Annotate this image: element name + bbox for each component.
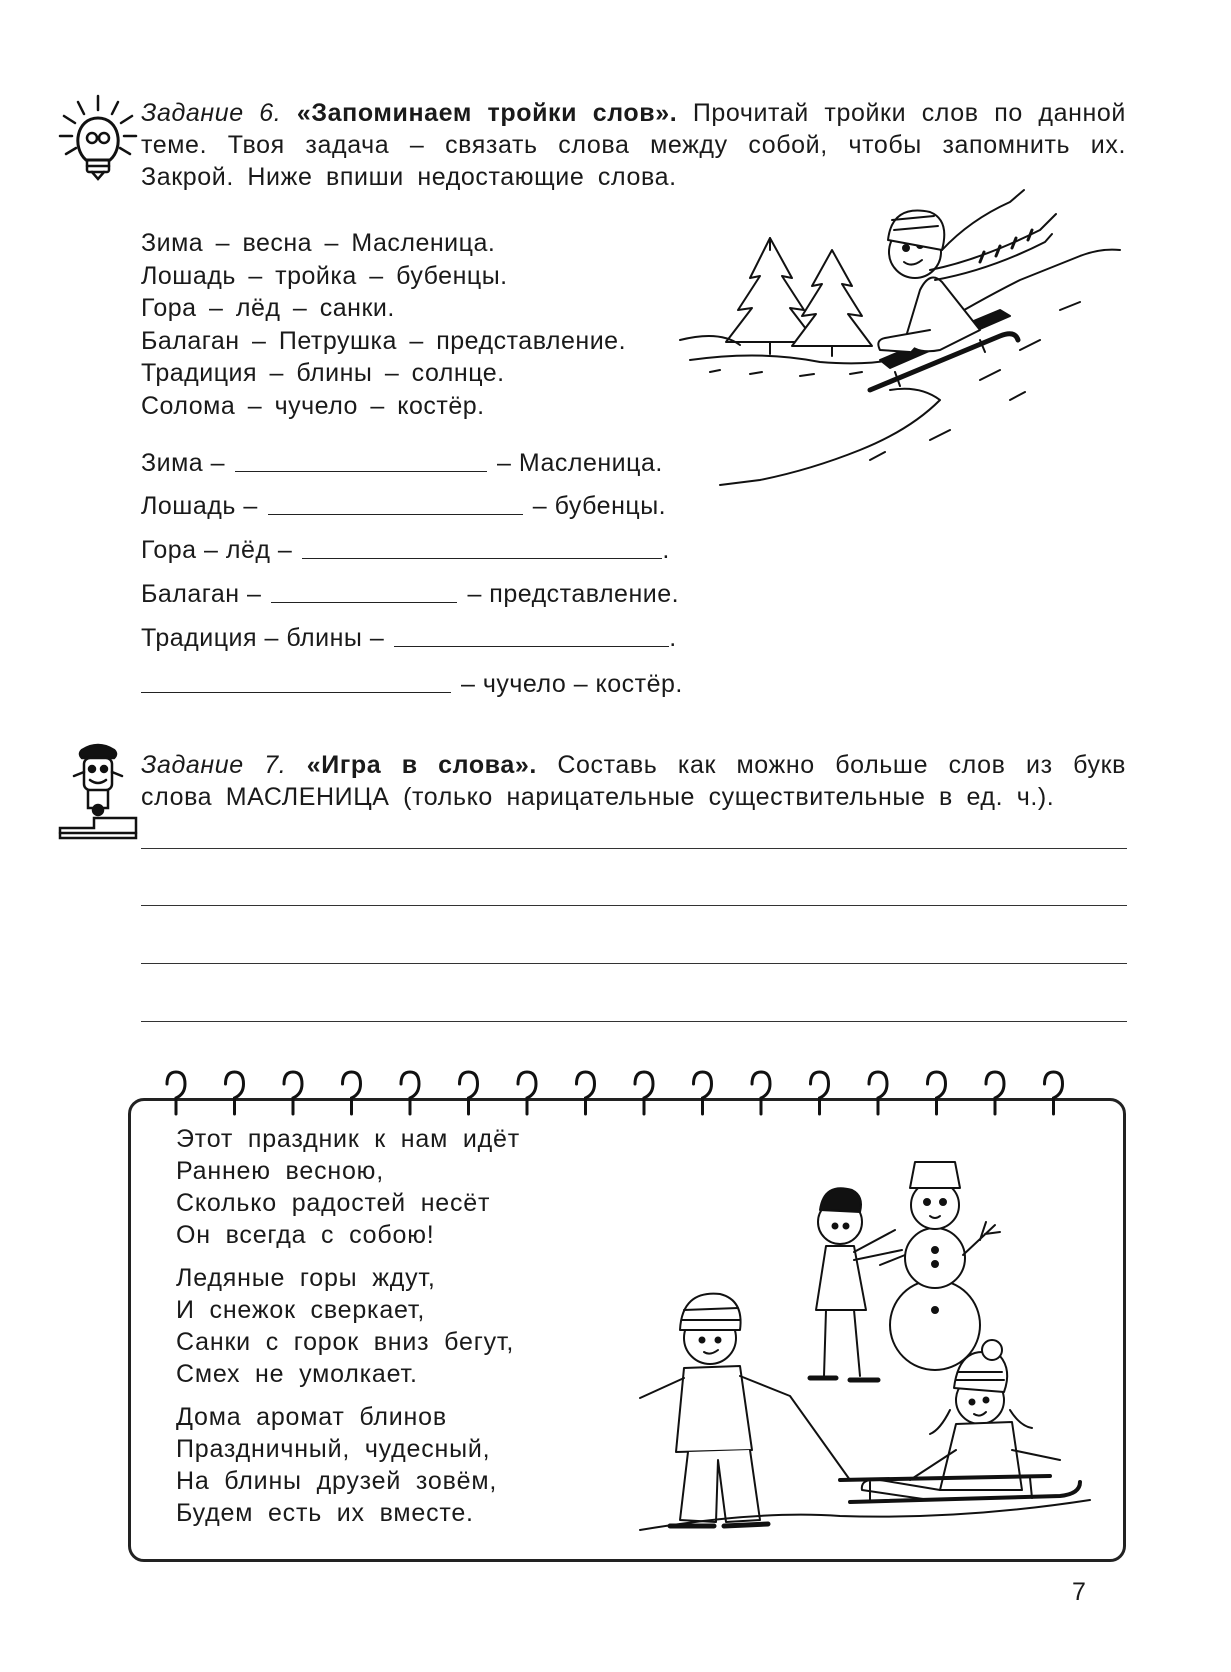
- poem-line: И снежок сверкает,: [176, 1296, 426, 1324]
- spiral-ring: [401, 1072, 419, 1114]
- task7-text: Составь как можно больше слов из букв слова МАСЛЕНИЦА (только нарицательные существительные в ед. ч.).: [141, 751, 1126, 811]
- poem-line: Раннею весною,: [176, 1157, 384, 1185]
- answer-blank[interactable]: [394, 645, 669, 647]
- triple-item: Балаган – Петрушка – представление.: [141, 326, 627, 355]
- triple-item: Зима – весна – Масленица.: [141, 229, 496, 257]
- task7-title: «Игра в слова».: [306, 751, 537, 779]
- answer-blank[interactable]: [268, 513, 523, 515]
- fill-row-6: [141, 659, 719, 699]
- poem-stanza-2: [176, 1262, 520, 1390]
- spiral-ring: [577, 1072, 595, 1114]
- fill-row-4: [141, 569, 719, 609]
- spiral-ring: [752, 1072, 770, 1114]
- fill-row-3: [141, 525, 719, 565]
- poem-line: Будем есть их вместе.: [176, 1499, 474, 1527]
- fill-row-5: [141, 613, 719, 653]
- triple-item: Лошадь – тройка – бубенцы.: [141, 261, 508, 290]
- fill-row-suffix: .: [669, 624, 677, 652]
- spiral-ring: [986, 1072, 1004, 1114]
- task7-instructions: [141, 749, 1126, 813]
- answer-blank[interactable]: [302, 557, 662, 559]
- fill-row-suffix: – бубенцы.: [532, 492, 667, 520]
- sledding-child-illustration: [680, 190, 1130, 500]
- children-winter-play-illustration: [640, 1160, 1100, 1540]
- poem-line: Смех не умолкает.: [176, 1360, 418, 1388]
- task6-title: «Запоминаем тройки слов».: [296, 99, 678, 127]
- answer-line[interactable]: [141, 905, 1127, 906]
- task6-label: Задание 6.: [141, 99, 282, 127]
- notebook-spiral: [160, 1070, 1090, 1120]
- fill-row-prefix: Балаган –: [141, 580, 262, 608]
- poem-line: Сколько радостей несёт: [176, 1189, 491, 1217]
- poem-line: Ледяные горы ждут,: [176, 1264, 436, 1292]
- spiral-ring: [694, 1072, 712, 1114]
- poem: [176, 1123, 520, 1540]
- answer-blank[interactable]: [235, 470, 487, 472]
- poem-line: На блины друзей зовём,: [176, 1467, 498, 1495]
- poem-stanza-3: [176, 1401, 520, 1529]
- poem-stanza-1: [176, 1123, 520, 1251]
- character-on-steps-icon: [58, 742, 138, 842]
- fill-row-1: [141, 438, 719, 478]
- fill-row-suffix: – Масленица.: [497, 449, 663, 477]
- triple-item: Солома – чучело – костёр.: [141, 391, 485, 420]
- fill-row-suffix: – представление.: [467, 580, 680, 608]
- answer-line[interactable]: [141, 963, 1127, 964]
- spiral-ring: [928, 1072, 946, 1114]
- task6-instructions: [141, 97, 1126, 193]
- poem-line: Санки с горок вниз бегут,: [176, 1328, 515, 1356]
- poem-line: Этот праздник к нам идёт: [176, 1125, 520, 1153]
- answer-blank[interactable]: [271, 601, 457, 603]
- answer-line[interactable]: [141, 1021, 1127, 1022]
- spiral-ring: [811, 1072, 829, 1114]
- task6-text: Прочитай тройки слов по данной теме. Твоя задача – связать слова между собой, чтобы запомнить их. Закрой. Ниже впиши недостающие слова.: [141, 99, 1126, 191]
- poem-line: Он всегда с собою!: [176, 1221, 435, 1249]
- fill-row-suffix: – чучело – костёр.: [461, 670, 683, 698]
- answer-blank[interactable]: [141, 691, 451, 693]
- spiral-ring: [518, 1072, 536, 1114]
- fill-row-prefix: Лошадь –: [141, 492, 258, 520]
- answer-line[interactable]: [141, 848, 1127, 849]
- spiral-ring: [284, 1072, 302, 1114]
- lightbulb-icon: [58, 92, 138, 184]
- poem-line: Дома аромат блинов: [176, 1403, 447, 1431]
- fill-row-2: [141, 481, 719, 521]
- page-number: 7: [1072, 1578, 1086, 1606]
- spiral-ring: [343, 1072, 361, 1114]
- word-triples-list: [141, 227, 626, 422]
- task7-label: Задание 7.: [141, 751, 287, 779]
- fill-row-prefix: Зима –: [141, 449, 226, 477]
- spiral-ring: [1045, 1072, 1063, 1114]
- poem-line: Праздничный, чудесный,: [176, 1435, 491, 1463]
- spiral-ring: [635, 1072, 653, 1114]
- fill-row-prefix: Традиция – блины –: [141, 624, 385, 652]
- fill-row-prefix: Гора – лёд –: [141, 536, 293, 564]
- spiral-ring: [167, 1072, 185, 1114]
- fill-row-suffix: .: [662, 536, 670, 564]
- triple-item: Гора – лёд – санки.: [141, 294, 395, 322]
- spiral-ring: [869, 1072, 887, 1114]
- triple-item: Традиция – блины – солнце.: [141, 359, 505, 387]
- spiral-ring: [460, 1072, 478, 1114]
- spiral-ring: [226, 1072, 244, 1114]
